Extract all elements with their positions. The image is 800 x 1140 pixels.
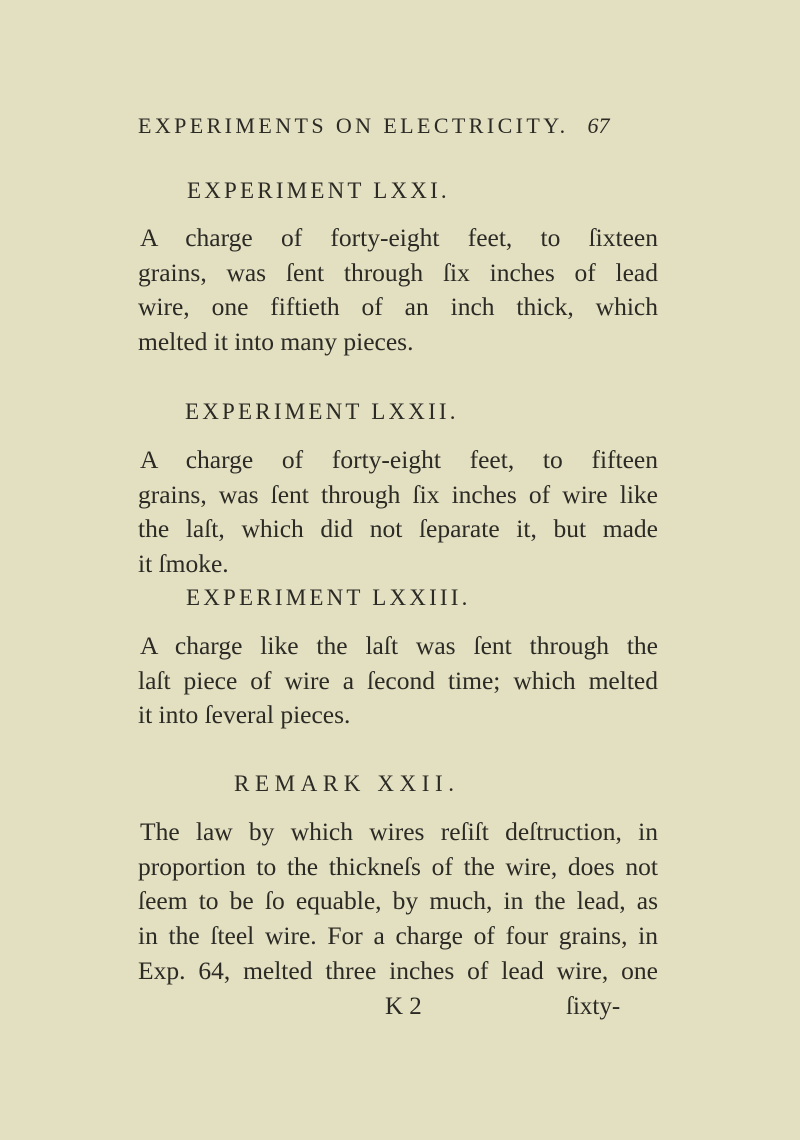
- signature-mark: K 2: [385, 993, 422, 1020]
- paragraph-lxxiii: [138, 629, 658, 733]
- text-line: it into ſeveral pieces.: [138, 700, 351, 730]
- text-line: The law by which wires reſiſt deſtruction, in: [140, 817, 658, 846]
- text-line: the laſt, which did not ſeparate it, but made: [138, 514, 658, 544]
- section-heading-lxxiii: EXPERIMENT LXXIII.: [186, 585, 471, 610]
- text-line: it ſmoke.: [138, 549, 229, 579]
- text-line: laſt piece of wire a ſecond time; which melted: [138, 665, 658, 695]
- paragraph-lxxii: [138, 443, 658, 582]
- text-line: grains, was ſent through ſix inches of wire like: [138, 479, 658, 509]
- text-line: ſeem to be ſo equable, by much, in the lead, as: [138, 886, 658, 916]
- section-heading-remark-xxii: REMARK XXII.: [234, 771, 460, 796]
- running-head: [138, 113, 609, 139]
- catchword: ſixty-: [566, 993, 621, 1020]
- running-head-title: EXPERIMENTS ON ELECTRICITY.: [138, 113, 569, 138]
- text-line: A charge of forty-eight feet, to ſixteen: [140, 223, 658, 252]
- section-heading-lxxi: EXPERIMENT LXXI.: [187, 178, 450, 203]
- paragraph-lxxi: [138, 221, 658, 360]
- text-line: Exp. 64, melted three inches of lead wire, one: [138, 955, 658, 985]
- section-heading-lxxii: EXPERIMENT LXXII.: [185, 399, 459, 424]
- text-line: grains, was ſent through ſix inches of lead: [138, 257, 658, 287]
- page-number: 67: [587, 113, 610, 138]
- text-line: A charge of forty-eight feet, to fifteen: [140, 445, 658, 474]
- paragraph-remark-xxii: [138, 815, 658, 989]
- text-line: proportion to the thickneſs of the wire, does not: [138, 851, 658, 881]
- text-line: wire, one fiftieth of an inch thick, which: [138, 292, 658, 322]
- text-line: in the ſteel wire. For a charge of four grains, in: [138, 921, 658, 951]
- text-line: A charge like the laſt was ſent through the: [140, 631, 658, 660]
- text-line: melted it into many pieces.: [138, 327, 414, 357]
